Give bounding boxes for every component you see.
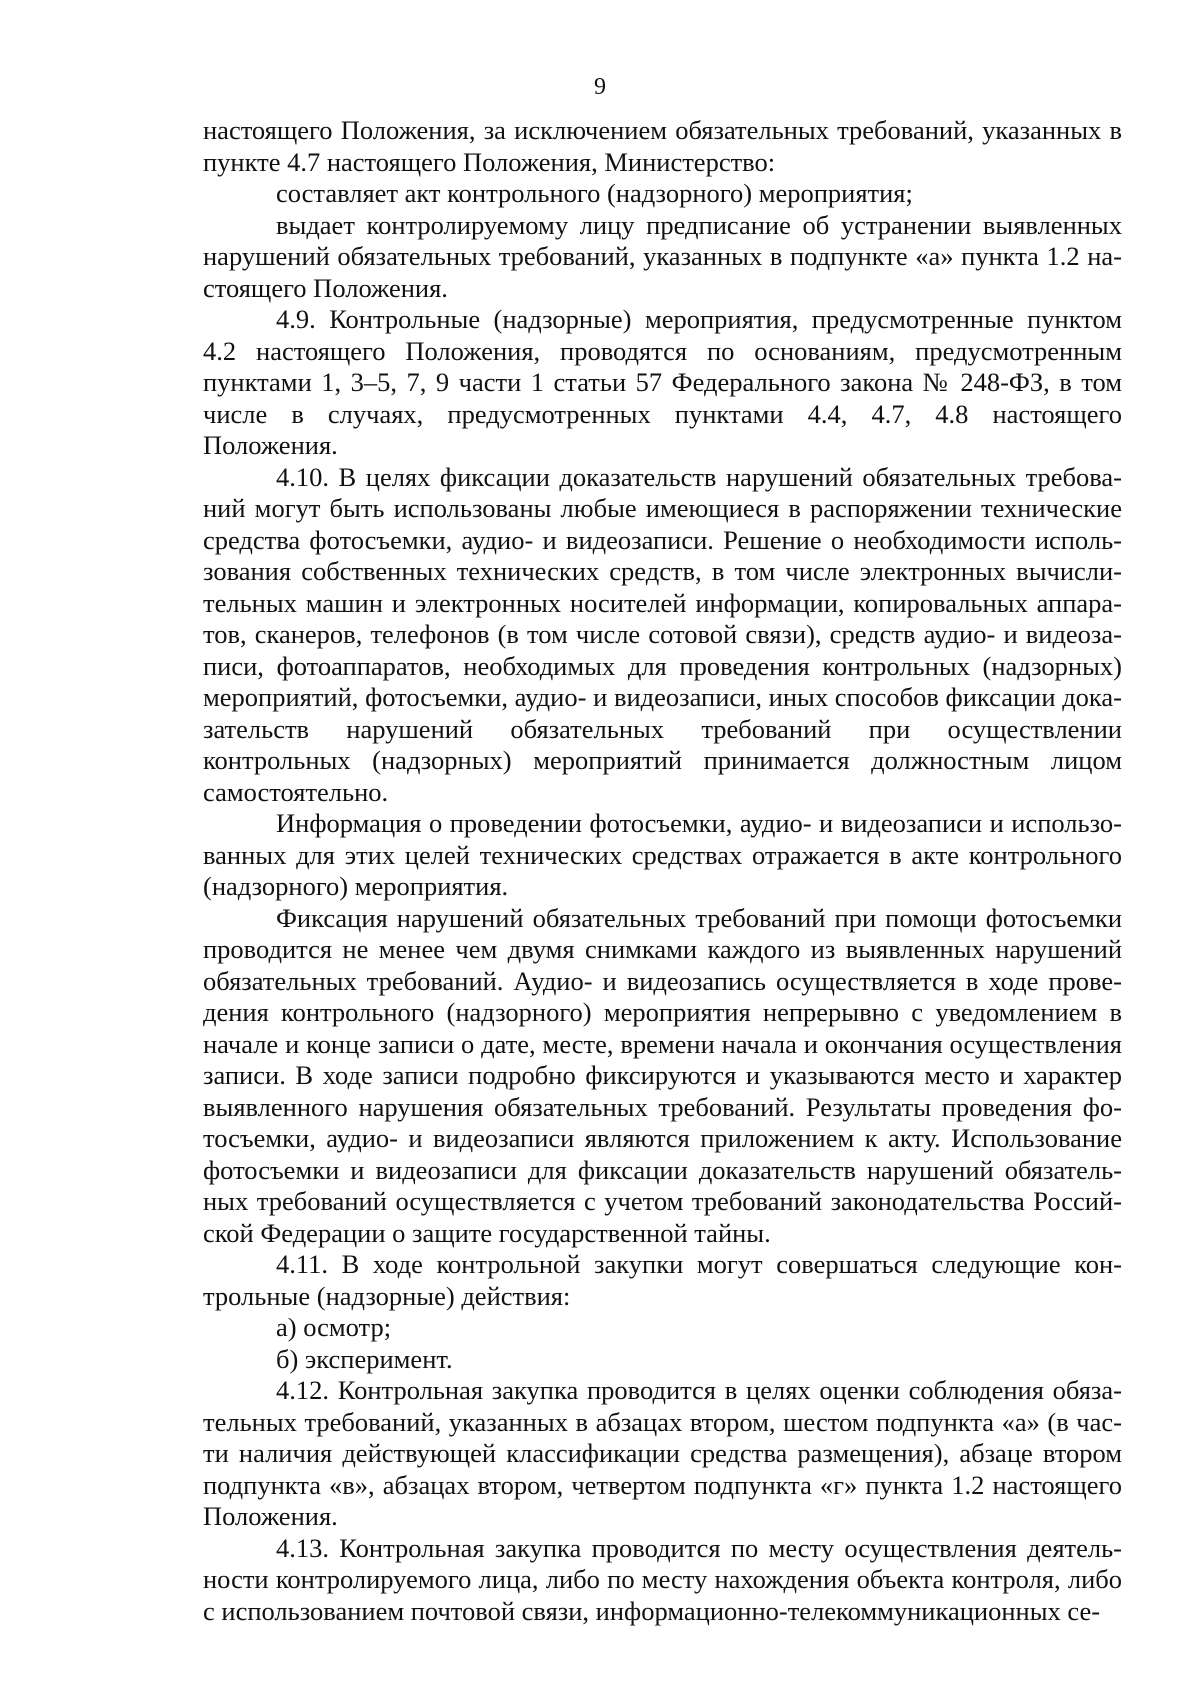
paragraph-4-9: 4.9. Контрольные (надзорные) мероприятия, предусмотренные пунктом 4.2 настоящего Положения, проводятся по основаниям, предусмотренным пунктами 1, 3–5, 7, 9 части 1 статьи 57 Федерального закона № 248-ФЗ, в том числе в случаях, предусмотренных пунктами 4.4, 4.7, 4.8 настоящего Положения.	[203, 304, 1122, 460]
paragraph-issue-order: выдает контролируемому лицу предписание об устранении выявленных нарушений обязательных требований, указанных в подпункте «а» пункта 1.2 настоящего Положения.	[203, 209, 1122, 303]
list-item-experiment: б) эксперимент.	[276, 1343, 453, 1374]
paragraph-4-10: 4.10. В целях фиксации доказательств нарушений обязательных требований могут быть использованы любые имеющиеся в распоряжении технические средства фотосъемки, аудио- и видеозаписи. Решение о необходимости использования собственных технических средств, в том числе электронных вычислительных машин и электронных носителей информации, копировальных аппаратов, сканеров, телефонов (в том числе сотовой связи), средств аудио- и видеозаписи, фотоаппаратов, необходимых для проведения контрольных (надзорных) мероприятий, фотосъемки, аудио- и видеозаписи, иных способов фиксации доказательств нарушений обязательных требований при осуществлении контрольных (надзорных) мероприятий принимается должностным лицом самостоятельно.	[203, 461, 1122, 807]
list-item-inspection: а) осмотр;	[276, 1312, 392, 1342]
paragraph-fixation: Фиксация нарушений обязательных требований при помощи фотосъемки проводится не менее чем двумя снимками каждого из выявленных нарушений обязательных требований. Аудио- и видеозапись осуществляется в ходе проведения контрольного (надзорного) мероприятия непрерывно с уведомлением в начале и конце записи о дате, месте, времени начала и окончания осуществления записи. В ходе записи подробно фиксируются и указываются место и характер выявленного нарушения обязательных требований. Результаты проведения фотосъемки, аудио- и видеозаписи являются приложением к акту. Использование фотосъемки и видеозаписи для фиксации доказательств нарушений обязательных требований осуществляется с учетом требований законодательства Российской Федерации о защите государственной тайны.	[203, 902, 1122, 1248]
paragraph-compose-act: составляет акт контрольного (надзорного) мероприятия;	[276, 178, 913, 208]
paragraph-info-recording: Информация о проведении фотосъемки, аудио- и видеозаписи и использованных для этих целей технических средствах отражается в акте контрольного (надзорного) мероприятия.	[203, 808, 1122, 901]
paragraph-4-11: 4.11. В ходе контрольной закупки могут совершаться следующие контрольные (надзорные) действия:	[203, 1249, 1122, 1311]
paragraph-continuation: настоящего Положения, за исключением обязательных требований, указанных в пункте 4.7 настоящего Положения, Министерство:	[203, 115, 1122, 177]
paragraph-4-13: 4.13. Контрольная закупка проводится по месту осуществления деятельности контролируемого лица, либо по месту нахождения объекта контроля, либо с использованием почтовой связи, информационно-телекоммуникационных се-	[203, 1532, 1122, 1626]
document-body	[203, 115, 1122, 1627]
page-number: 9	[594, 74, 606, 100]
paragraph-4-12: 4.12. Контрольная закупка проводится в целях оценки соблюдения обязательных требований, указанных в абзацах втором, шестом подпункта «а» (в части наличия действующей классификации средства размещения), абзаце втором подпункта «в», абзацах втором, четвертом подпункта «г» пункта 1.2 настоящего Положения.	[203, 1375, 1122, 1531]
